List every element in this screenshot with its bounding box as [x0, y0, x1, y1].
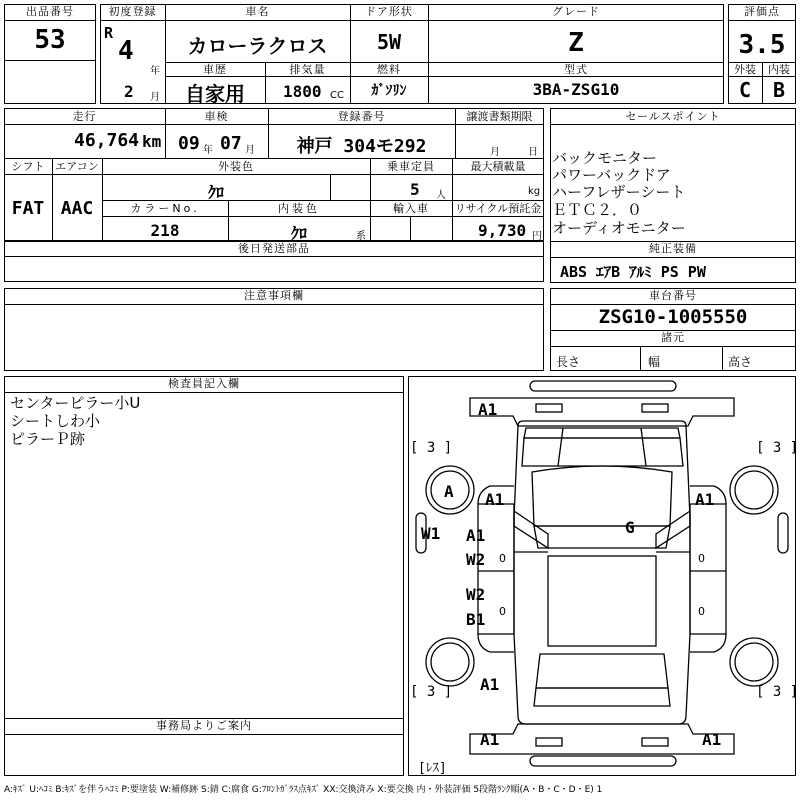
mark-rear-bumper-left: A1 [480, 730, 500, 749]
tire-depth-front-right: [ 3 ] [756, 440, 799, 456]
color-label: 外装色 [218, 160, 254, 173]
door-value: 5W [376, 30, 402, 54]
displacement-value: 1800 [283, 82, 322, 101]
later-parts-label: 後日発送部品 [238, 242, 310, 255]
inspection-label: 車検 [204, 110, 229, 123]
sales-item-5: オーディオモニター [552, 219, 686, 237]
reg-year-unit: 年 [150, 66, 160, 77]
mileage-unit: km [142, 132, 162, 151]
interior-grade: B [772, 78, 786, 102]
transfer-month-unit: 月 [490, 147, 500, 158]
history-label: 車歴 [203, 63, 227, 76]
displacement-label: 排気量 [289, 63, 326, 76]
width-label: 幅 [648, 355, 661, 369]
exterior-grade: C [738, 78, 752, 102]
reg-year: 4 [118, 36, 134, 66]
mark-front-left-fender: A1 [485, 490, 505, 509]
interior-color-label: 内装色 [278, 202, 320, 215]
mark-left-pillar: W1 [421, 524, 441, 543]
length-label: 長さ [556, 355, 581, 369]
model-value: 3BA-ZSG10 [532, 80, 620, 99]
equipment-value: ABS ｴｱB ｱﾙﾐ PS PW [560, 263, 706, 281]
inspection-month-unit: 月 [245, 145, 255, 156]
lot-number: 53 [34, 25, 66, 55]
door-zero-right-rear: 0 [698, 605, 705, 618]
interior-color-value: ｸﾛ [290, 224, 307, 243]
plate-label: 登録番号 [337, 110, 386, 123]
mark-left-front-door-repair: W2 [466, 550, 486, 569]
height-label: 高さ [728, 355, 753, 369]
notes-label: 注意事項欄 [244, 289, 304, 302]
reg-month-unit: 月 [150, 92, 160, 103]
grade-value: Z [568, 28, 584, 58]
ac-value: AAC [60, 198, 94, 219]
recycle-value: 9,730 [478, 221, 527, 240]
legend: A:ｷｽﾞ U:ﾍｺﾐ B:ｷｽﾞを伴うﾍｺﾐ P:要塗装 W:補修跡 S:錆 C:腐食 G:ﾌﾛﾝﾄｶﾞﾗｽ点ｷｽﾞ XX:交換済み X:要交換 内・外装評価 5段階ﾗﾝｸ順(A・B・C・D・E) 1 [4, 785, 603, 795]
inspector-line-3: ピラーＰ跡 [10, 430, 86, 448]
mileage-label: 走行 [72, 110, 97, 123]
door-label: ドア形状 [365, 5, 413, 18]
chassis-label: 車台番号 [649, 289, 697, 302]
capacity-value: 5 [410, 180, 420, 199]
mark-windshield: G [625, 518, 635, 537]
score-value: 3.5 [738, 30, 786, 60]
reg-month: 2 [124, 82, 134, 101]
color-value: ｸﾛ [207, 183, 224, 202]
inspection-year-unit: 年 [203, 145, 213, 156]
capacity-unit: 人 [436, 190, 446, 201]
tire-depth-front-left: [ 3 ] [410, 440, 453, 456]
transfer-day-unit: 日 [528, 147, 538, 158]
shift-label: シフト [11, 160, 45, 173]
inspector-line-1: センターピラー小U [10, 394, 141, 412]
exterior-label: 外装 [734, 63, 756, 76]
fuel-value: ｶﾞｿﾘﾝ [371, 83, 407, 99]
spare-tire-label: [ﾚｽ] [418, 761, 447, 776]
shift-value: FAT [11, 198, 45, 219]
first-reg-label: 初度登録 [108, 5, 157, 18]
tire-depth-rear-left: [ 3 ] [410, 684, 453, 700]
model-label: 型式 [564, 63, 588, 76]
mileage-value: 46,764 [74, 130, 140, 151]
lot-label: 出品番号 [26, 5, 74, 18]
door-zero-left-front: 0 [499, 552, 506, 565]
color-no-value: 218 [150, 221, 180, 240]
score-label: 評価点 [744, 5, 780, 18]
car-diagram [408, 376, 799, 776]
fuel-label: 燃料 [377, 63, 401, 76]
displacement-unit: CC [330, 90, 344, 101]
mark-rear-left-quarter: A1 [480, 675, 500, 694]
tire-depth-rear-right: [ 3 ] [756, 684, 799, 700]
mark-front-left-wheel: A [444, 482, 454, 501]
recycle-label: リサイクル預託金 [454, 202, 542, 215]
sales-label: セールスポイント [625, 110, 721, 123]
sales-item-1: バックモニター [552, 149, 658, 167]
inspection-year: 09 [178, 133, 200, 154]
era: R [104, 24, 114, 42]
color-no-label: カラーNo. [130, 202, 200, 215]
car-name: カローラクロス [187, 34, 328, 58]
interior-label: 内装 [768, 63, 790, 76]
ac-label: エアコン [55, 160, 99, 173]
recycle-unit: 円 [532, 231, 542, 242]
import-label: 輸入車 [393, 202, 429, 215]
office-label: 事務局よりご案内 [156, 719, 252, 732]
transfer-label: 譲渡書類期限 [466, 110, 533, 123]
mark-front-right-fender: A1 [695, 490, 715, 509]
door-zero-left-rear: 0 [499, 605, 506, 618]
name-label: 車名 [245, 5, 270, 18]
sales-item-2: パワーバックドア [552, 166, 671, 184]
load-label: 最大積載量 [470, 160, 526, 173]
mark-left-front-door: A1 [466, 526, 486, 545]
inspector-label: 検査員記入欄 [168, 377, 240, 390]
mark-rear-bumper-right: A1 [702, 730, 722, 749]
plate-value: 神戸 304モ292 [296, 136, 427, 157]
interior-color-unit: 系 [356, 231, 366, 242]
mark-left-rear-door-repair: W2 [466, 585, 486, 604]
history-value: 自家用 [185, 82, 245, 106]
spec-label: 諸元 [661, 331, 685, 344]
grade-label: グレード [552, 5, 600, 18]
mark-left-rear-door: B1 [466, 610, 486, 629]
inspector-line-2: シートしわ小 [10, 412, 101, 430]
mark-front-bumper: A1 [478, 400, 498, 419]
inspection-month: 07 [220, 133, 242, 154]
load-unit: kg [528, 186, 541, 197]
capacity-label: 乗車定員 [387, 160, 435, 173]
equipment-label: 純正装備 [649, 242, 697, 255]
chassis-number: ZSG10-1005550 [598, 306, 748, 328]
door-zero-right-front: 0 [698, 552, 705, 565]
sales-item-3: ハーフレザーシート [552, 183, 686, 201]
sales-item-4: ＥＴＣ２．０ [552, 201, 643, 219]
